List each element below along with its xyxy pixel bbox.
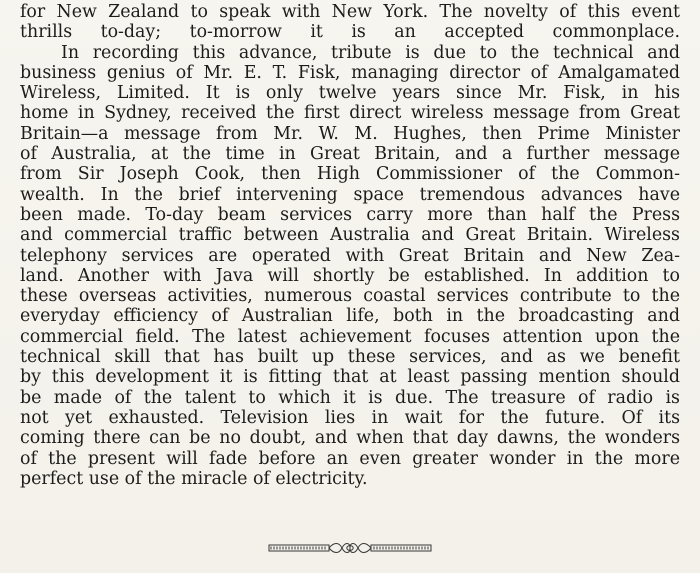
text-line: technical skill that has built up these services, and as we benefit (20, 347, 680, 368)
text-line: and commercial traffic between Australia and Great Britain. Wireless (20, 225, 680, 246)
paragraph-first-line: In recording this advance, tribute is due to the technical and (61, 42, 680, 63)
text-line: these overseas activities, numerous coastal services contribute to the (20, 286, 680, 307)
text-line: for New Zealand to speak with New York. The novelty of this event (20, 2, 680, 22)
text-line: thrills to-day; to-morrow it is an accepted commonplace. (20, 22, 680, 43)
text-line: Wireless, Limited. It is only twelve years since Mr. Fisk, in his (20, 83, 680, 104)
text-line: not yet exhausted. Television lies in wait for the future. Of its (20, 407, 680, 428)
text-line: land. Another with Java will shortly be established. In addition to (20, 265, 680, 286)
text-line: by this development it is fitting that at least passing mention should (20, 367, 680, 388)
text-line: coming there can be no doubt, and when that day dawns, the wonders (20, 428, 680, 449)
decorative-tailpiece-icon (268, 541, 432, 555)
text-line: wealth. In the brief intervening space tremendous advances have (20, 184, 680, 205)
text-line: of the present will fade before an even greater wonder in the more (20, 448, 680, 469)
text-line: of Australia, at the time in Great Britain, and a further message (20, 144, 680, 165)
text-line: from Sir Joseph Cook, then High Commissioner of the Common- (20, 164, 680, 185)
text-line: commercial field. The latest achievement focuses attention upon the (20, 326, 680, 347)
text-line: everyday efficiency of Australian life, both in the broadcasting and (20, 306, 680, 327)
text-line: be made of the talent to which it is due. The treasure of radio is (20, 387, 680, 408)
text-line: Britain—a message from Mr. W. M. Hughes, then Prime Minister (20, 123, 680, 144)
text-line: home in Sydney, received the first direct wireless message from Great (20, 103, 680, 124)
text-line: business genius of Mr. E. T. Fisk, managing director of Amalgamated (20, 62, 680, 83)
text-line: been made. To-day beam services carry more than half the Press (20, 204, 680, 225)
text-line: perfect use of the miracle of electricity. (20, 468, 368, 489)
article-text (20, 2, 680, 489)
text-line: telephony services are operated with Great Britain and New Zea- (20, 245, 680, 266)
